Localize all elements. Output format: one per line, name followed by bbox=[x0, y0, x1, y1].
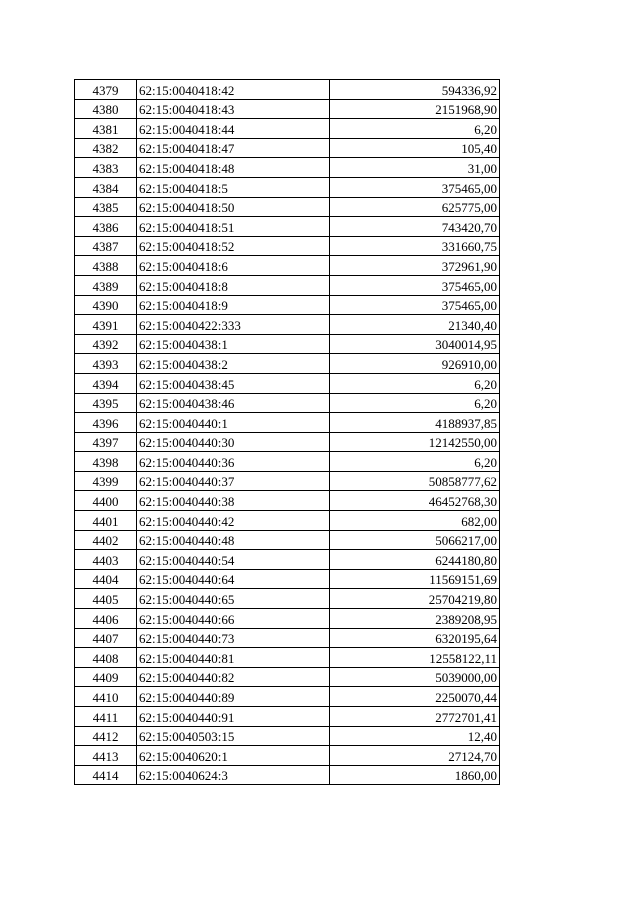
table-row bbox=[75, 648, 500, 668]
row-number-cell: 4404 bbox=[75, 569, 137, 589]
cadastral-number-cell: 62:15:0040620:1 bbox=[137, 746, 330, 766]
table-row bbox=[75, 569, 500, 589]
cadastral-number-cell: 62:15:0040503:15 bbox=[137, 726, 330, 746]
cadastral-value-cell: 12142550,00 bbox=[330, 432, 500, 452]
row-number-cell: 4412 bbox=[75, 726, 137, 746]
table-row bbox=[75, 589, 500, 609]
row-number-cell: 4390 bbox=[75, 295, 137, 315]
table-row bbox=[75, 295, 500, 315]
cadastral-value-cell: 12,40 bbox=[330, 726, 500, 746]
table-row bbox=[75, 217, 500, 237]
cadastral-value-cell: 50858777,62 bbox=[330, 471, 500, 491]
table-row bbox=[75, 393, 500, 413]
row-number-cell: 4413 bbox=[75, 746, 137, 766]
cadastral-number-cell: 62:15:0040418:42 bbox=[137, 80, 330, 100]
table-row bbox=[75, 707, 500, 727]
cadastral-number-cell: 62:15:0040440:48 bbox=[137, 530, 330, 550]
table-row bbox=[75, 687, 500, 707]
cadastral-value-cell: 625775,00 bbox=[330, 197, 500, 217]
table-row bbox=[75, 550, 500, 570]
cadastral-value-cell: 3040014,95 bbox=[330, 334, 500, 354]
table-row bbox=[75, 99, 500, 119]
row-number-cell: 4384 bbox=[75, 177, 137, 197]
row-number-cell: 4397 bbox=[75, 432, 137, 452]
cadastral-number-cell: 62:15:0040440:64 bbox=[137, 569, 330, 589]
cadastral-number-cell: 62:15:0040440:73 bbox=[137, 628, 330, 648]
cadastral-value-cell: 2250070,44 bbox=[330, 687, 500, 707]
cadastral-number-cell: 62:15:0040440:1 bbox=[137, 413, 330, 433]
cadastral-number-cell: 62:15:0040440:54 bbox=[137, 550, 330, 570]
cadastral-value-cell: 105,40 bbox=[330, 138, 500, 158]
cadastral-value-cell: 372961,90 bbox=[330, 256, 500, 276]
cadastral-number-cell: 62:15:0040418:5 bbox=[137, 177, 330, 197]
cadastral-number-cell: 62:15:0040418:51 bbox=[137, 217, 330, 237]
cadastral-value-cell: 5039000,00 bbox=[330, 667, 500, 687]
cadastral-number-cell: 62:15:0040440:91 bbox=[137, 707, 330, 727]
cadastral-value-cell: 682,00 bbox=[330, 511, 500, 531]
cadastral-value-cell: 4188937,85 bbox=[330, 413, 500, 433]
cadastral-number-cell: 62:15:0040418:50 bbox=[137, 197, 330, 217]
table-row bbox=[75, 236, 500, 256]
table-row bbox=[75, 491, 500, 511]
table-row bbox=[75, 667, 500, 687]
row-number-cell: 4405 bbox=[75, 589, 137, 609]
table-row bbox=[75, 432, 500, 452]
cadastral-value-cell: 25704219,80 bbox=[330, 589, 500, 609]
cadastral-value-cell: 2772701,41 bbox=[330, 707, 500, 727]
cadastral-value-cell: 6320195,64 bbox=[330, 628, 500, 648]
cadastral-number-cell: 62:15:0040440:38 bbox=[137, 491, 330, 511]
row-number-cell: 4393 bbox=[75, 354, 137, 374]
cadastral-number-cell: 62:15:0040438:46 bbox=[137, 393, 330, 413]
row-number-cell: 4387 bbox=[75, 236, 137, 256]
cadastral-number-cell: 62:15:0040440:37 bbox=[137, 471, 330, 491]
cadastral-number-cell: 62:15:0040440:36 bbox=[137, 452, 330, 472]
row-number-cell: 4396 bbox=[75, 413, 137, 433]
table-row bbox=[75, 746, 500, 766]
cadastral-value-cell: 31,00 bbox=[330, 158, 500, 178]
cadastral-number-cell: 62:15:0040418:47 bbox=[137, 138, 330, 158]
row-number-cell: 4407 bbox=[75, 628, 137, 648]
cadastral-value-cell: 6,20 bbox=[330, 119, 500, 139]
row-number-cell: 4395 bbox=[75, 393, 137, 413]
cadastral-value-cell: 926910,00 bbox=[330, 354, 500, 374]
cadastral-number-cell: 62:15:0040418:6 bbox=[137, 256, 330, 276]
row-number-cell: 4380 bbox=[75, 99, 137, 119]
cadastral-number-cell: 62:15:0040438:2 bbox=[137, 354, 330, 374]
cadastral-number-cell: 62:15:0040440:42 bbox=[137, 511, 330, 531]
cadastral-number-cell: 62:15:0040438:1 bbox=[137, 334, 330, 354]
row-number-cell: 4409 bbox=[75, 667, 137, 687]
row-number-cell: 4411 bbox=[75, 707, 137, 727]
cadastral-number-cell: 62:15:0040438:45 bbox=[137, 373, 330, 393]
row-number-cell: 4389 bbox=[75, 275, 137, 295]
table-row bbox=[75, 452, 500, 472]
row-number-cell: 4381 bbox=[75, 119, 137, 139]
cadastral-number-cell: 62:15:0040440:30 bbox=[137, 432, 330, 452]
cadastral-value-cell: 375465,00 bbox=[330, 295, 500, 315]
table-row bbox=[75, 256, 500, 276]
cadastral-number-cell: 62:15:0040418:8 bbox=[137, 275, 330, 295]
row-number-cell: 4410 bbox=[75, 687, 137, 707]
cadastral-number-cell: 62:15:0040422:333 bbox=[137, 315, 330, 335]
table-row bbox=[75, 530, 500, 550]
row-number-cell: 4398 bbox=[75, 452, 137, 472]
cadastral-value-cell: 5066217,00 bbox=[330, 530, 500, 550]
table-row bbox=[75, 354, 500, 374]
table-row bbox=[75, 628, 500, 648]
cadastral-value-cell: 6,20 bbox=[330, 393, 500, 413]
row-number-cell: 4400 bbox=[75, 491, 137, 511]
cadastral-value-cell: 6244180,80 bbox=[330, 550, 500, 570]
cadastral-number-cell: 62:15:0040418:44 bbox=[137, 119, 330, 139]
row-number-cell: 4402 bbox=[75, 530, 137, 550]
table-row bbox=[75, 413, 500, 433]
row-number-cell: 4392 bbox=[75, 334, 137, 354]
cadastral-number-cell: 62:15:0040418:9 bbox=[137, 295, 330, 315]
row-number-cell: 4394 bbox=[75, 373, 137, 393]
table-row bbox=[75, 511, 500, 531]
table-body bbox=[75, 80, 500, 785]
cadastral-value-cell: 375465,00 bbox=[330, 177, 500, 197]
table-row bbox=[75, 765, 500, 785]
cadastral-number-cell: 62:15:0040440:66 bbox=[137, 609, 330, 629]
row-number-cell: 4379 bbox=[75, 80, 137, 100]
cadastral-value-cell: 331660,75 bbox=[330, 236, 500, 256]
table-row bbox=[75, 609, 500, 629]
row-number-cell: 4399 bbox=[75, 471, 137, 491]
cadastral-value-cell: 27124,70 bbox=[330, 746, 500, 766]
row-number-cell: 4391 bbox=[75, 315, 137, 335]
table-row bbox=[75, 471, 500, 491]
table-row bbox=[75, 119, 500, 139]
cadastral-number-cell: 62:15:0040418:52 bbox=[137, 236, 330, 256]
row-number-cell: 4388 bbox=[75, 256, 137, 276]
row-number-cell: 4414 bbox=[75, 765, 137, 785]
table-row bbox=[75, 334, 500, 354]
cadastral-number-cell: 62:15:0040418:43 bbox=[137, 99, 330, 119]
row-number-cell: 4401 bbox=[75, 511, 137, 531]
table-row bbox=[75, 177, 500, 197]
cadastral-value-cell: 375465,00 bbox=[330, 275, 500, 295]
table-row bbox=[75, 275, 500, 295]
cadastral-value-cell: 1860,00 bbox=[330, 765, 500, 785]
cadastral-number-cell: 62:15:0040440:81 bbox=[137, 648, 330, 668]
row-number-cell: 4385 bbox=[75, 197, 137, 217]
cadastral-value-table bbox=[74, 79, 500, 785]
cadastral-value-cell: 21340,40 bbox=[330, 315, 500, 335]
table-row bbox=[75, 726, 500, 746]
table-row bbox=[75, 138, 500, 158]
row-number-cell: 4408 bbox=[75, 648, 137, 668]
cadastral-value-cell: 6,20 bbox=[330, 373, 500, 393]
cadastral-number-cell: 62:15:0040440:89 bbox=[137, 687, 330, 707]
table-row bbox=[75, 373, 500, 393]
cadastral-value-cell: 743420,70 bbox=[330, 217, 500, 237]
row-number-cell: 4406 bbox=[75, 609, 137, 629]
cadastral-value-cell: 11569151,69 bbox=[330, 569, 500, 589]
cadastral-number-cell: 62:15:0040440:65 bbox=[137, 589, 330, 609]
cadastral-value-cell: 2151968,90 bbox=[330, 99, 500, 119]
cadastral-number-cell: 62:15:0040418:48 bbox=[137, 158, 330, 178]
cadastral-value-cell: 6,20 bbox=[330, 452, 500, 472]
row-number-cell: 4383 bbox=[75, 158, 137, 178]
cadastral-value-cell: 2389208,95 bbox=[330, 609, 500, 629]
row-number-cell: 4382 bbox=[75, 138, 137, 158]
cadastral-value-cell: 594336,92 bbox=[330, 80, 500, 100]
cadastral-number-cell: 62:15:0040440:82 bbox=[137, 667, 330, 687]
table-row bbox=[75, 197, 500, 217]
table-row bbox=[75, 315, 500, 335]
table-row bbox=[75, 158, 500, 178]
row-number-cell: 4403 bbox=[75, 550, 137, 570]
table-row bbox=[75, 80, 500, 100]
cadastral-number-cell: 62:15:0040624:3 bbox=[137, 765, 330, 785]
cadastral-value-cell: 12558122,11 bbox=[330, 648, 500, 668]
cadastral-value-cell: 46452768,30 bbox=[330, 491, 500, 511]
row-number-cell: 4386 bbox=[75, 217, 137, 237]
